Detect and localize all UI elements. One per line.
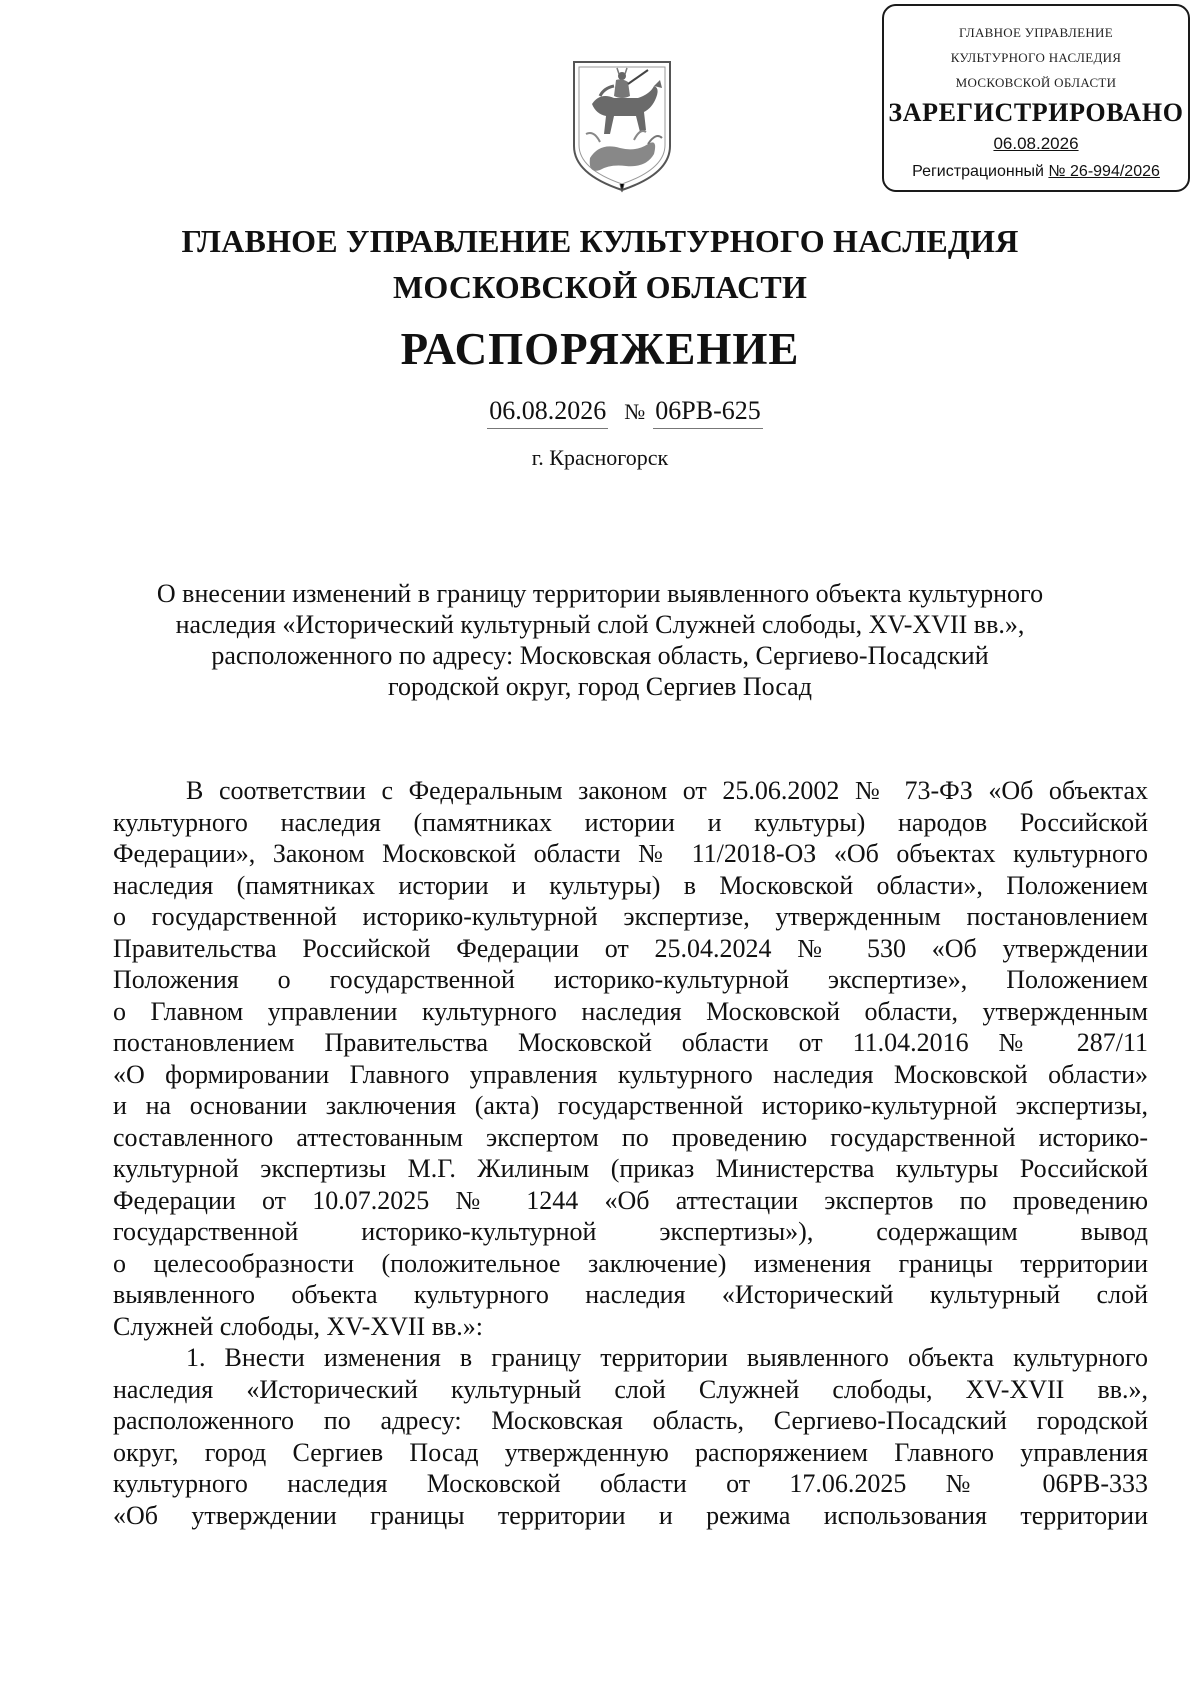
stamp-title: ЗАРЕГИСТРИРОВАНО — [888, 98, 1184, 127]
subject-line: расположенного по адресу: Московская область, Сергиево-Посадский — [211, 641, 989, 670]
moscow-oblast-coat-of-arms-icon — [570, 58, 674, 194]
stamp-org-line: КУЛЬТУРНОГО НАСЛЕДИЯ — [950, 50, 1122, 65]
stamp-registration-number — [884, 158, 1188, 186]
body-line: наследия «Исторический культурный слой Служней слободы, XV-XVII вв.», — [113, 1374, 1148, 1404]
body-line: Служней слободы, XV-XVII вв.»: — [113, 1311, 483, 1341]
body-line: составленного аттестованным экспертом по проведению государственной историко- — [113, 1122, 1148, 1152]
subject-line: городской округ, город Сергиев Посад — [388, 672, 812, 701]
document-body — [113, 775, 1148, 1531]
body-line: Положения о государственной историко-культурной экспертизе», Положением — [113, 965, 1148, 994]
body-line: о целесообразности (положительное заключение) изменения границы территории — [113, 1248, 1148, 1278]
body-line: о государственной историко-культурной экспертизе, утвержденным постановлением — [113, 902, 1148, 931]
body-line: и на основании заключения (акта) государственной историко-культурной экспертизы, — [113, 1091, 1148, 1120]
registration-stamp — [882, 4, 1190, 192]
stamp-reg-number: № 26-994/2026 — [1048, 163, 1160, 180]
body-line: В соответствии с Федеральным законом от 25.06.2002 № 73-ФЗ «Об объектах — [186, 776, 1148, 805]
body-line: расположенного по адресу: Московская область, Сергиево-Посадский городской — [113, 1406, 1148, 1435]
document-number: 06РВ-625 — [653, 394, 762, 429]
subject-line: наследия «Исторический культурный слой Служней слободы, XV-XVII вв.», — [175, 610, 1025, 639]
stamp-org-line: ГЛАВНОЕ УПРАВЛЕНИЕ — [959, 25, 1113, 40]
subject-line: О внесении изменений в границу территории выявленного объекта культурного — [156, 579, 1044, 608]
body-line: культурного наследия Московской области от 17.06.2025 № 06РВ-333 — [113, 1469, 1148, 1498]
stamp-date: 06.08.2026 — [993, 134, 1079, 153]
body-line: Правительства Российской Федерации от 25.04.2024 № 530 «Об утверждении — [113, 933, 1148, 963]
organization-title-line: ГЛАВНОЕ УПРАВЛЕНИЕ КУЛЬТУРНОГО НАСЛЕДИЯ — [181, 223, 1019, 259]
number-sign: № — [624, 399, 646, 424]
document-type-heading: РАСПОРЯЖЕНИЕ — [400, 324, 800, 374]
document-city: г. Красногорск — [531, 445, 669, 470]
body-line: Федерации», Законом Московской области № 11/2018-ОЗ «Об объектах культурного — [113, 839, 1148, 868]
organization-title — [100, 218, 1100, 310]
stamp-organization — [884, 20, 1188, 95]
body-line: выявленного объекта культурного наследия «Исторический культурный слой — [113, 1280, 1148, 1309]
document-subject — [100, 578, 1100, 702]
body-line: наследия (памятниках истории и культуры) в Московской области», Положением — [113, 870, 1148, 900]
body-line: округ, город Сергиев Посад утвержденную распоряжением Главного управления — [113, 1437, 1148, 1467]
body-line: культурного наследия (памятниках истории и культуры) народов Российской — [113, 807, 1148, 837]
body-line: государственной историко-культурной экспертизы»), содержащим вывод — [113, 1217, 1148, 1246]
body-line: Федерации от 10.07.2025 № 1244 «Об аттестации экспертов по проведению — [113, 1185, 1148, 1215]
stamp-org-line: МОСКОВСКОЙ ОБЛАСТИ — [955, 75, 1117, 90]
body-line: постановлением Правительства Московской области от 11.04.2016 № 287/11 — [113, 1028, 1148, 1057]
organization-title-line: МОСКОВСКОЙ ОБЛАСТИ — [392, 269, 808, 305]
body-line: «Об утверждении границы территории и режима использования территории — [113, 1500, 1148, 1530]
body-line: «О формировании Главного управления культурного наследия Московской области» — [113, 1059, 1148, 1089]
body-line: о Главном управлении культурного наследия Московской области, утвержденным — [113, 996, 1148, 1026]
stamp-reg-label: Регистрационный — [912, 163, 1044, 180]
document-date: 06.08.2026 — [487, 394, 608, 429]
document-date-number — [420, 394, 830, 429]
body-line: культурной экспертизы М.Г. Жилиным (приказ Министерства культуры Российской — [113, 1154, 1148, 1183]
body-line: 1. Внести изменения в границу территории выявленного объекта культурного — [186, 1343, 1148, 1372]
